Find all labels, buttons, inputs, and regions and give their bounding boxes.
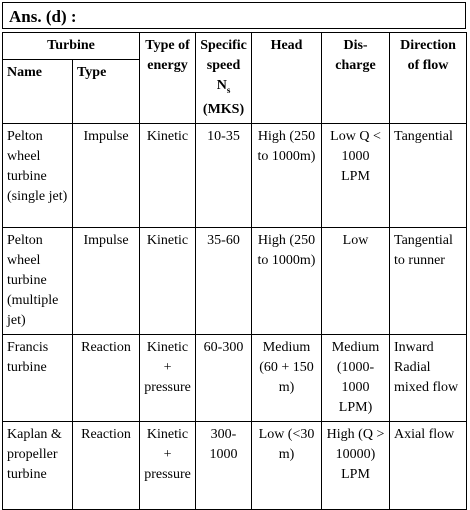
cell-head: Low (<30 m) bbox=[252, 421, 322, 509]
header-direction: Direction of flow bbox=[390, 33, 467, 124]
cell-discharge: Low bbox=[322, 227, 390, 334]
turbine-comparison-table bbox=[2, 32, 467, 510]
table-row bbox=[3, 227, 467, 334]
cell-discharge: Medium (1000-1000 LPM) bbox=[322, 334, 390, 421]
cell-head: High (250 to 1000m) bbox=[252, 123, 322, 227]
cell-energy: Kinetic + pressure bbox=[140, 421, 196, 509]
cell-type: Reaction bbox=[73, 421, 140, 509]
header-specific-speed bbox=[196, 33, 252, 124]
cell-speed: 300-1000 bbox=[196, 421, 252, 509]
cell-energy: Kinetic bbox=[140, 227, 196, 334]
table-row bbox=[3, 123, 467, 227]
header-specific-speed-unit: (MKS) bbox=[202, 101, 245, 117]
header-type-of-energy: Type of energy bbox=[140, 33, 196, 124]
cell-type: Reaction bbox=[73, 334, 140, 421]
cell-head: High (250 to 1000m) bbox=[252, 227, 322, 334]
cell-speed: 60-300 bbox=[196, 334, 252, 421]
cell-speed: 10-35 bbox=[196, 123, 252, 227]
header-specific-speed-text: Specific speed bbox=[200, 38, 247, 73]
cell-name: Francis turbine bbox=[3, 334, 73, 421]
cell-discharge: Low Q < 1000 LPM bbox=[322, 123, 390, 227]
cell-direction: Tangential to runner bbox=[390, 227, 467, 334]
header-turbine: Turbine bbox=[3, 33, 140, 60]
cell-discharge: High (Q > 10000) LPM bbox=[322, 421, 390, 509]
cell-head: Medium (60 + 150 m) bbox=[252, 334, 322, 421]
cell-type: Impulse bbox=[73, 227, 140, 334]
header-type: Type bbox=[73, 60, 140, 124]
table-row bbox=[3, 421, 467, 509]
cell-direction: Tangential bbox=[390, 123, 467, 227]
header-head: Head bbox=[252, 33, 322, 124]
cell-direction: Inward Radial mixed flow bbox=[390, 334, 467, 421]
header-specific-speed-symbol: N bbox=[216, 78, 227, 93]
answer-label: Ans. (d) : bbox=[2, 2, 466, 29]
header-specific-speed-sub: s bbox=[226, 84, 231, 95]
cell-name: Kaplan & propeller turbine bbox=[3, 421, 73, 509]
cell-type: Impulse bbox=[73, 123, 140, 227]
cell-energy: Kinetic + pressure bbox=[140, 334, 196, 421]
cell-energy: Kinetic bbox=[140, 123, 196, 227]
header-name: Name bbox=[3, 60, 73, 124]
table-row bbox=[3, 334, 467, 421]
document-page bbox=[2, 2, 468, 510]
header-row-1 bbox=[3, 33, 467, 60]
cell-name: Pelton wheel turbine (single jet) bbox=[3, 123, 73, 227]
cell-speed: 35-60 bbox=[196, 227, 252, 334]
cell-direction: Axial flow bbox=[390, 421, 467, 509]
header-discharge: Dis-charge bbox=[322, 33, 390, 124]
cell-name: Pelton wheel turbine (multiple jet) bbox=[3, 227, 73, 334]
